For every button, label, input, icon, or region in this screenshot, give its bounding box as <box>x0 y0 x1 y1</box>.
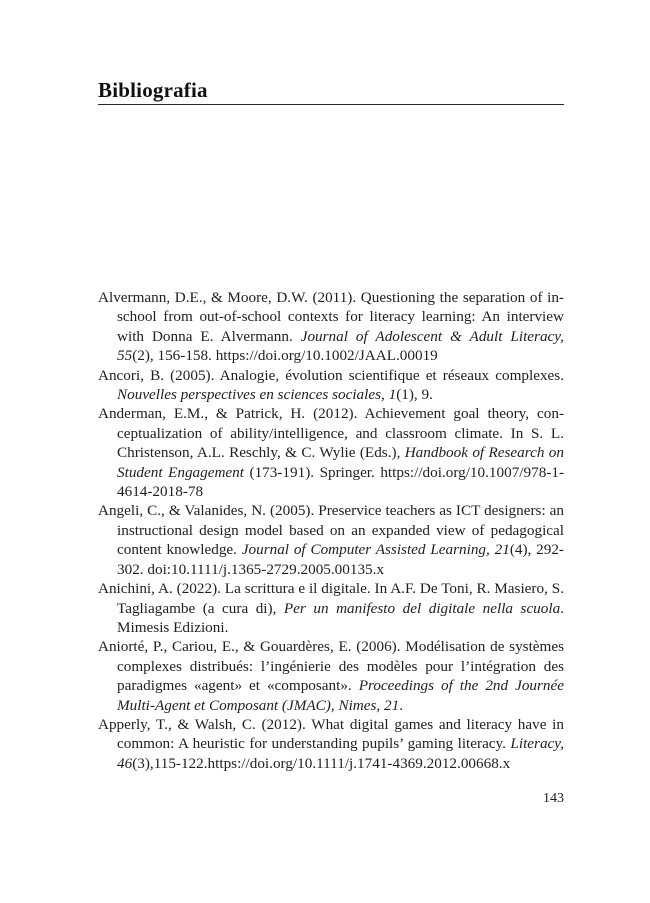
entry-italic-title: Per un manifesto del digitale nella scuola <box>283 599 561 617</box>
bibliography-entry <box>98 404 564 501</box>
entry-italic-title: Literacy, 46 <box>117 735 564 772</box>
entry-text: Angeli, C., & Valanides, N. (2005). Preservice teachers as ICT designers: an instructional design model based on an expanded view of pedagogical content knowledge. <box>98 502 564 559</box>
entry-text-tail: (4), 292-302. doi:10.1111/j.1365-2729.2005.00135.x <box>117 541 564 578</box>
entry-text-tail: (3),115-122.https://doi.org/10.1111/j.1741-4369.2012.00668.x <box>132 754 511 772</box>
entry-italic-title: Nouvelles perspectives en sciences sociales, 1 <box>117 386 397 404</box>
entry-text-tail: . <box>399 696 403 714</box>
entry-text: Ancori, B. (2005). Analogie, évolution scientifique et réseaux complexes. <box>98 366 564 384</box>
entry-text: Alvermann, D.E., & Moore, D.W. (2011). Questioning the separation of in-school from out-of-school contexts for literacy learning: An interview with Donna E. Alvermann. <box>98 289 564 345</box>
entry-text-tail: (2), 156-158. https://doi.org/10.1002/JAAL.00019 <box>132 347 438 365</box>
page-heading: Bibliografia <box>98 78 208 102</box>
bibliography-entry <box>98 501 564 579</box>
page-number: 143 <box>543 791 564 806</box>
entry-text-tail: (173-191). Springer. https://doi.org/10.1007/978-1-4614-2018-78 <box>117 463 564 501</box>
entry-italic-title: Proceedings of the 2nd Journée Multi-Agent et Composant (JMAC), Nimes, 21 <box>117 677 564 714</box>
entry-italic-title: Journal of Computer Assisted Learning, 21 <box>241 541 510 559</box>
bibliography-list <box>98 288 564 773</box>
entry-text-tail: (1), 9. <box>396 386 433 404</box>
entry-italic-title: Journal of Adolescent & Adult Literacy, 55 <box>117 327 564 365</box>
entry-italic-title: Handbook of Research on Student Engagement <box>117 444 564 481</box>
entry-text: Aniorté, P., Cariou, E., & Gouardères, E. (2006). Modélisation de systèmes complexes distribués: l’ingénierie des modèles pour l’intégration des paradigmes «agent» et «composant». <box>98 638 564 695</box>
bibliography-entry <box>98 288 564 366</box>
heading-rule <box>98 104 564 105</box>
entry-text: Anderman, E.M., & Patrick, H. (2012). Achievement goal theory, conceptualization of ability/intelligence, and classroom climate. In S. L. Christenson, A.L. Reschly, & C. Wylie (Eds.), <box>98 405 564 462</box>
bibliography-entry <box>98 637 564 715</box>
bibliography-entry <box>98 579 564 637</box>
bibliography-entry <box>98 366 564 405</box>
bibliography-entry <box>98 715 564 773</box>
entry-text-tail: . Mimesis Edizioni. <box>117 599 564 636</box>
entry-text: Anichini, A. (2022). La scrittura e il digitale. In A.F. De Toni, R. Masiero, S. Tagliagambe (a cura di), <box>98 580 564 617</box>
entry-text: Apperly, T., & Walsh, C. (2012). What digital games and literacy have in common: A heuristic for understanding pupils’ gaming literacy. <box>98 715 564 753</box>
